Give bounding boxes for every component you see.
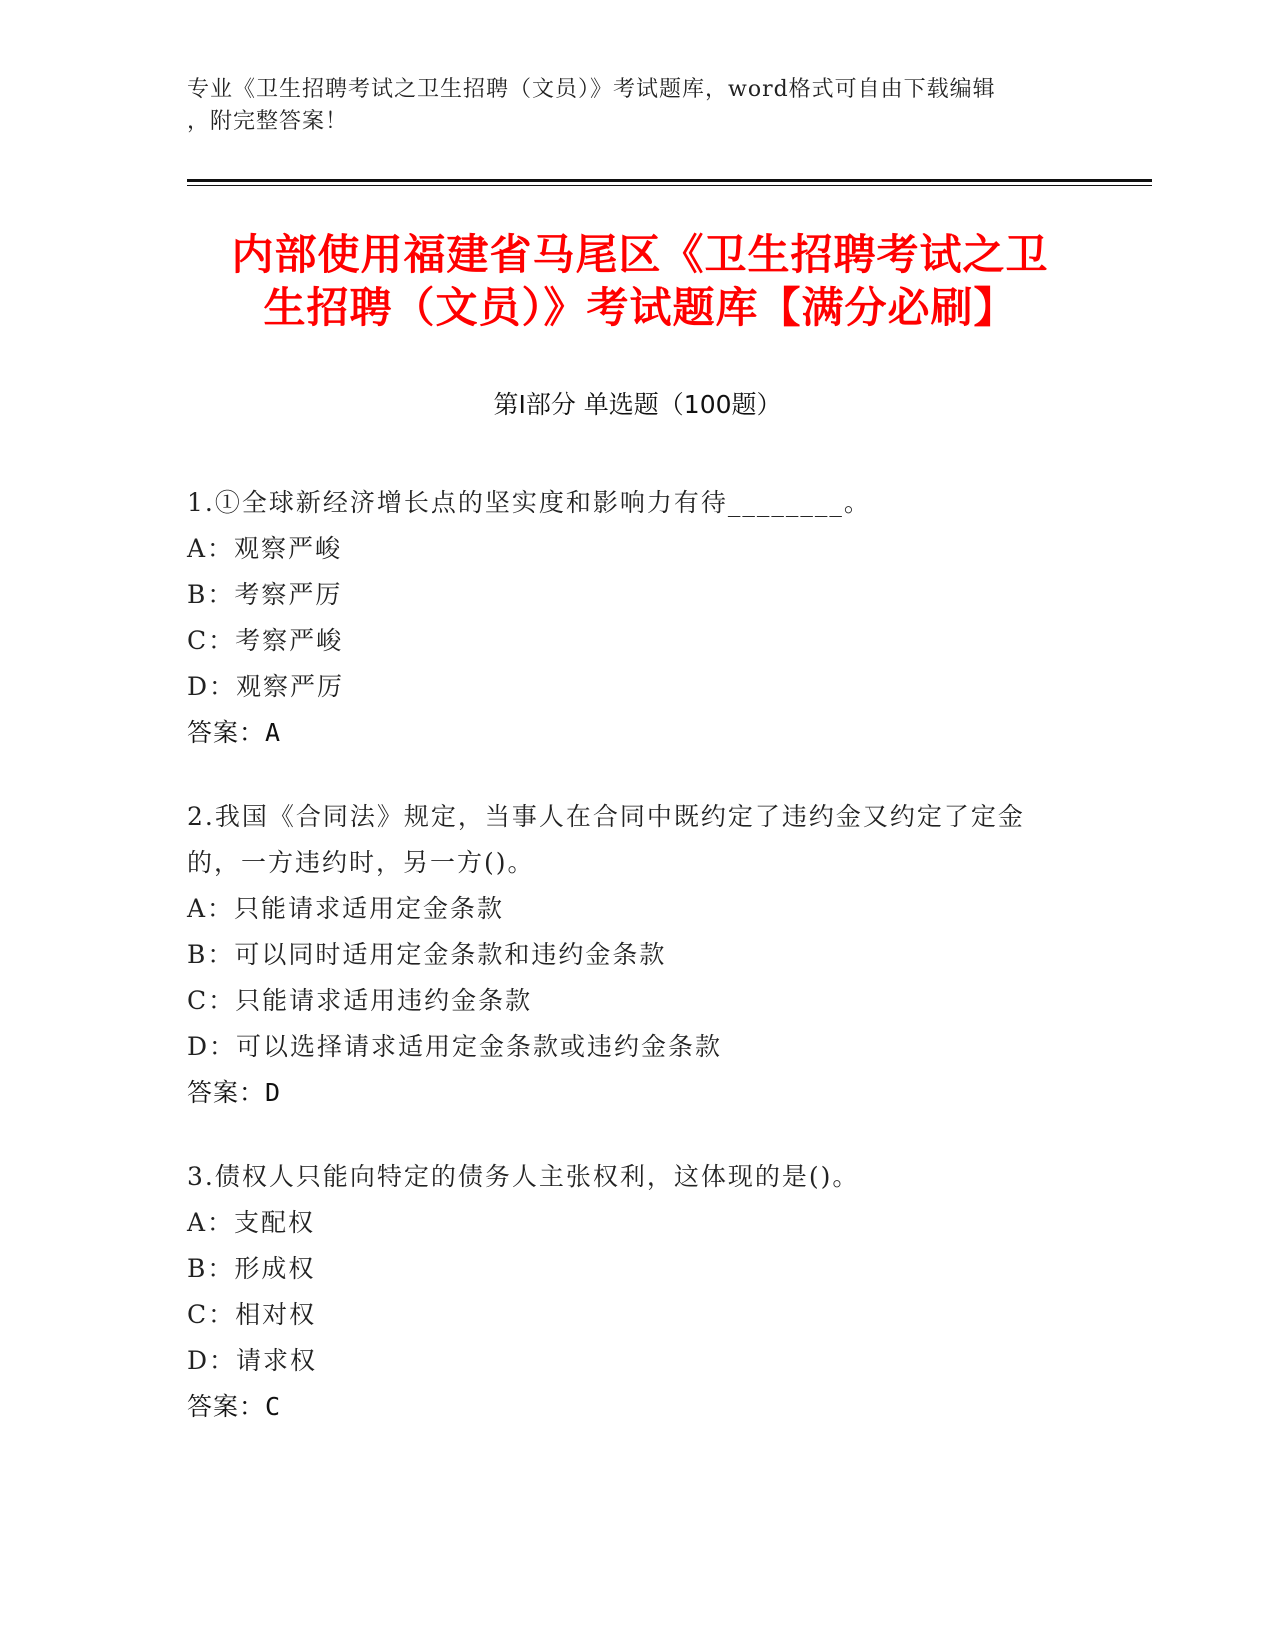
question-3: [187, 1154, 1067, 1430]
option-a: A：观察严峻: [187, 534, 343, 563]
option-a: A：只能请求适用定金条款: [187, 894, 505, 923]
title-line-1: 内部使用福建省马尾区《卫生招聘考试之卫: [231, 230, 1049, 279]
option-c: C：只能请求适用违约金条款: [187, 986, 533, 1015]
option-c: C：相对权: [187, 1300, 317, 1329]
option-b: B：可以同时适用定金条款和违约金条款: [187, 940, 667, 969]
header-divider-thick: [187, 179, 1152, 182]
answer-value: C: [265, 1392, 282, 1421]
question-stem: 3.债权人只能向特定的债务人主张权利，这体现的是()。: [187, 1162, 860, 1191]
answer-label: 答案：: [187, 1392, 266, 1421]
intro-line-1: 专业《卫生招聘考试之卫生招聘（文员）》考试题库，word格式可自由下载编辑: [187, 77, 996, 102]
question-stem: 1.①全球新经济增长点的坚实度和影响力有待________。: [187, 488, 871, 517]
answer-label: 答案：: [187, 1078, 266, 1107]
answer-value: D: [265, 1078, 282, 1107]
intro-text: [187, 74, 1067, 138]
answer-label: 答案：: [187, 718, 266, 747]
option-a: A：支配权: [187, 1208, 316, 1237]
option-d: D：请求权: [187, 1346, 318, 1375]
answer: [187, 1384, 1067, 1430]
answer: [187, 1070, 1067, 1116]
question-1: [187, 480, 1067, 756]
answer-value: A: [265, 718, 282, 747]
answer: [187, 710, 1067, 756]
question-2: [187, 794, 1067, 1116]
section-heading: 第Ⅰ部分 单选题（100题）: [493, 390, 782, 419]
header-divider-thin: [187, 185, 1152, 186]
option-b: B：形成权: [187, 1254, 316, 1283]
option-c: C：考察严峻: [187, 626, 344, 655]
intro-line-2: ，附完整答案！: [187, 109, 349, 134]
question-list: [187, 480, 1067, 1468]
document-title: [190, 228, 1090, 334]
option-b: B：考察严厉: [187, 580, 343, 609]
question-stem: 2.我国《合同法》规定，当事人在合同中既约定了违约金又约定了定金的，一方违约时，另一方()。: [187, 802, 1025, 877]
title-line-2: 生招聘（文员）》考试题库【满分必刷】: [263, 283, 1017, 332]
option-d: D：观察严厉: [187, 672, 345, 701]
option-d: D：可以选择请求适用定金条款或违约金条款: [187, 1032, 723, 1061]
